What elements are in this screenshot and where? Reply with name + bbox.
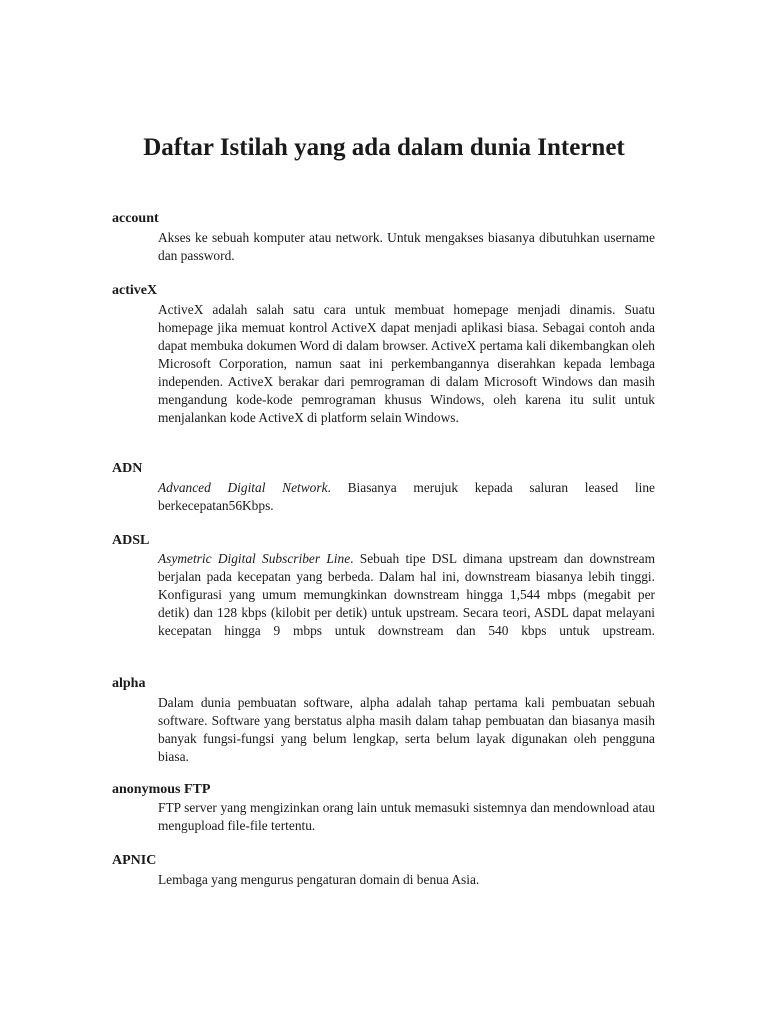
definition-alpha: Dalam dunia pembuatan software, alpha adalah tahap pertama kali pembuatan sebuah software. Software yang berstatus alpha masih dalam tahap pembuatan dan biasanya masih banyak fungsi-fungsi yang belum lengkap, serta belum layak digunakan oleh pengguna biasa. [158,695,655,764]
definition-adsl [158,550,655,640]
definition-account: Akses ke sebuah komputer atau network. Untuk mengakses biasanya dibutuhkan username dan password. [158,230,655,263]
definition-anonymous-ftp: FTP server yang mengizinkan orang lain untuk memasuki sistemnya dan mendownload atau mengupload file-file tertentu. [158,800,655,833]
term-apnic: APNIC [112,853,157,868]
term-account: account [112,211,159,226]
definition-adsl-text: . Sebuah tipe DSL dimana upstream dan downstream berjalan pada kecepatan yang berbeda. Dalam hal ini, downstream biasanya lebih tinggi. Konfigurasi yang umum memungkinkan downstream hingga 1,544 mbps (megabit per detik) dan 128 kbps (kilobit per detik) untuk upstream. Secara teori, ASDL dapat melayani kecepatan hingga 9 mbps untuk downstream dan 540 kbps untuk upstream. [158,551,655,638]
definition-adn-expansion: Advanced Digital Network [158,480,328,495]
term-adsl: ADSL [112,533,150,548]
definition-adn [158,479,655,515]
term-anonymous-ftp: anonymous FTP [112,782,211,797]
definition-apnic: Lembaga yang mengurus pengaturan domain di benua Asia. [158,872,480,887]
page-title: Daftar Istilah yang ada dalam dunia Internet [143,134,625,161]
definition-adsl-expansion: Asymetric Digital Subscriber Line [158,551,351,566]
definition-activex: ActiveX adalah salah satu cara untuk membuat homepage menjadi dinamis. Suatu homepage jika memuat kontrol ActiveX dapat menjadi aplikasi biasa. Sebagai contoh anda dapat membuka dokumen Word di dalam browser. ActiveX pertama kali dikembangkan oleh Microsoft Corporation, namun saat ini perkembangannya diserahkan kepada lembaga independen. ActiveX berakar dari pemrograman di dalam Microsoft Windows dan masih mengandung kode-kode pemrograman khusus Windows, oleh karena itu sulit untuk menjalankan kode ActiveX di platform selain Windows. [158,302,655,425]
term-alpha: alpha [112,676,146,691]
term-activex: activeX [112,283,158,298]
term-adn: ADN [112,461,143,476]
definition-adn-text: . Biasanya merujuk kepada saluran leased line berkecepatan56Kbps. [158,480,656,513]
